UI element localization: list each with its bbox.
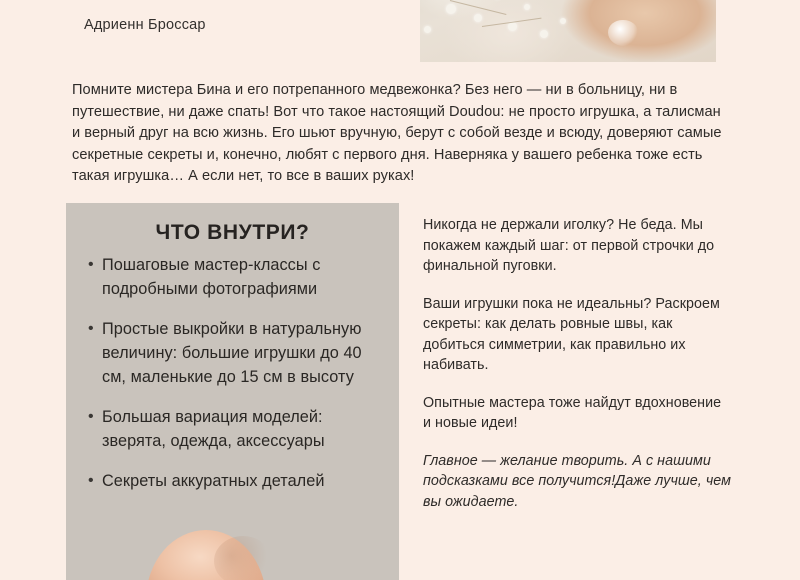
- toy-shadow: [214, 536, 266, 580]
- list-item-text: Пошаговые мастер-классы с подробными фотографиями: [102, 256, 321, 298]
- photo-top-background: [420, 0, 716, 62]
- toy-photo-top: [420, 0, 716, 62]
- what-inside-panel: [66, 203, 399, 580]
- list-item: [66, 253, 399, 301]
- panel-bullet-list: [66, 253, 399, 509]
- fabric-highlight: [608, 20, 638, 46]
- bullet-dot-icon: •: [88, 256, 94, 273]
- dried-flower-bud: [474, 14, 482, 22]
- bullet-dot-icon: •: [88, 408, 94, 425]
- toy-photo-bottom: [146, 530, 266, 580]
- list-item-text: Большая вариация моделей: зверята, одежда, аксессуары: [102, 408, 325, 450]
- dried-flower-bud: [424, 26, 431, 33]
- dried-flower-bud: [508, 22, 517, 31]
- list-item-text: Секреты аккуратных деталей: [102, 472, 325, 490]
- dried-flower-bud: [560, 18, 566, 24]
- list-item: [66, 469, 399, 493]
- right-paragraph: Никогда не держали иголку? Не беда. Мы покажем каждый шаг: от первой строчки до финальной пуговки.: [423, 217, 715, 274]
- bullet-dot-icon: •: [88, 472, 94, 489]
- bullet-dot-icon: •: [88, 320, 94, 337]
- author-name: Адриенн Броссар: [84, 17, 206, 33]
- right-italic-note: Главное — желание творить. А с нашими подсказками все получится!Даже лучше, чем вы ожидаете.: [423, 452, 731, 510]
- dried-flower-bud: [446, 4, 456, 14]
- panel-title: ЧТО ВНУТРИ?: [155, 221, 310, 244]
- dried-flower-bud: [540, 30, 548, 38]
- dried-flower-bud: [524, 4, 530, 10]
- list-item-text: Простые выкройки в натуральную величину: большие игрушки до 40 см, маленькие до 15 см в высоту: [102, 320, 362, 386]
- intro-paragraph: Помните мистера Бина и его потрепанного медвежонка? Без него — ни в больницу, ни в путешествие, ни даже спать! Вот что такое настоящий Doudou: не просто игрушка, а талисман и верный друг на всю жизнь. Его шьют вручную, берут с собой везде и всюду, доверяют самые секретные секреты и, конечно, любят с первого дня. Наверняка у вашего ребенка тоже есть такая игрушка… А если нет, то все в ваших руках!: [72, 82, 722, 184]
- list-item: [66, 317, 399, 389]
- right-column: [423, 215, 733, 512]
- right-paragraph: Опытные мастера тоже найдут вдохновение и новые идеи!: [423, 394, 722, 431]
- right-paragraph: Ваши игрушки пока не идеальны? Раскроем секреты: как делать ровные швы, как добиться симметрии, как правильно их набивать.: [423, 295, 720, 373]
- list-item: [66, 405, 399, 453]
